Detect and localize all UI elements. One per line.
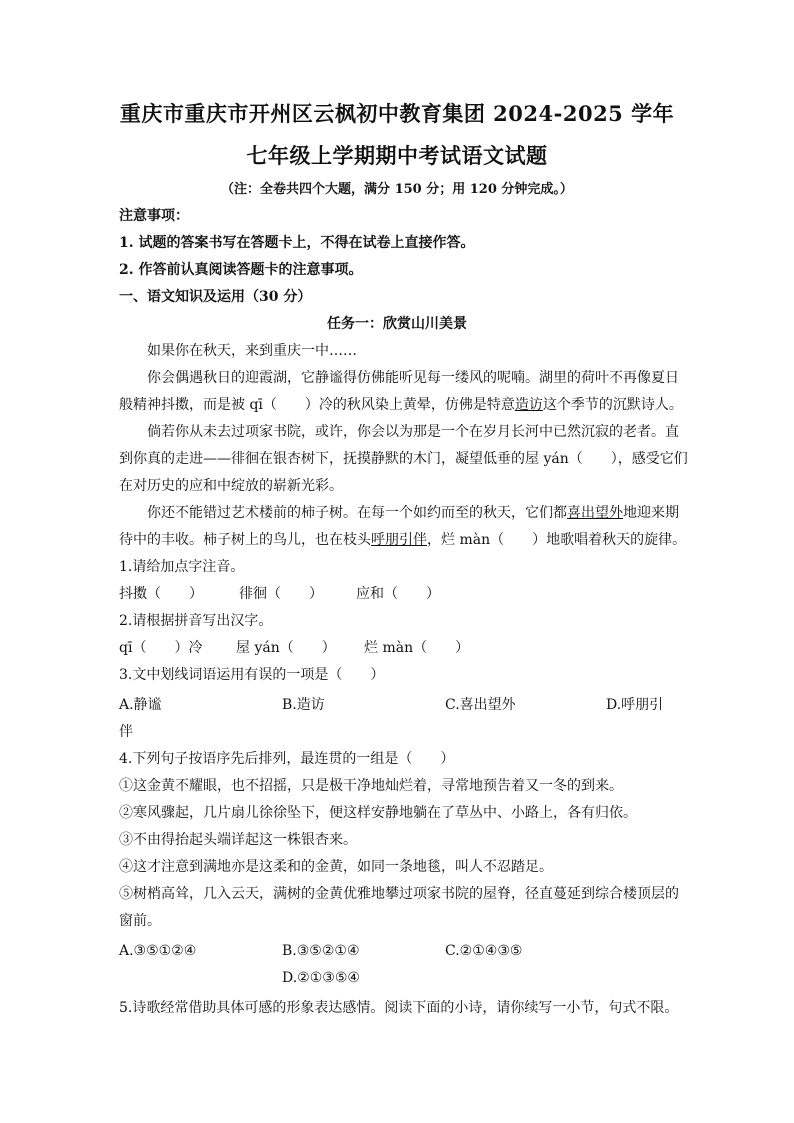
passage-p3-line1: 倘若你从未去过项家书院，或许，你会以为那是一个在岁月长河中已然沉寂的老者。直	[147, 424, 679, 440]
q4-option-a: A.③⑤①②④	[119, 943, 197, 959]
exam-title-line2: 七年级上学期期中考试语文试题	[246, 143, 548, 168]
q2-item-a: qī（ ）冷	[119, 640, 203, 656]
q3-option-c: C.喜出望外	[445, 697, 516, 713]
q3-option-d: D.呼朋引	[606, 697, 664, 713]
text-span: ，烂 màn（ ）地歌唱着秋天的旋律。	[427, 532, 687, 548]
text-span: 这个季节的沉默诗人。	[542, 397, 683, 413]
exam-title-line1: 重庆市重庆市开州区云枫初中教育集团 2024-2025 学年	[119, 101, 675, 126]
passage-p2-line2	[119, 395, 689, 415]
passage-p1: 如果你在秋天，来到重庆一中……	[147, 343, 357, 359]
q4-option-c: C.②①④③⑤	[445, 943, 523, 959]
text-span: 地迎来期	[623, 505, 679, 521]
exam-note: （注：全卷共四个大题，满分 150 分；用 120 分钟完成。）	[221, 182, 573, 197]
underlined-word: 呼朋引伴	[371, 532, 427, 548]
question-1: 1.请给加点字注音。	[119, 559, 245, 575]
passage-p2-line1: 你会偶遇秋日的迎霞湖，它静谧得仿佛能听见每一缕风的呢喃。湖里的荷叶不再像夏日	[147, 370, 679, 386]
passage-p4-line2	[119, 530, 689, 550]
q1-option-b: 徘徊（ ）	[239, 586, 323, 602]
q4-sentence-5: ⑤树梢高耸，几入云天，满树的金黄优雅地攀过项家书院的屋脊，径直蔓延到综合楼顶层的	[119, 886, 679, 902]
question-4: 4.下列句子按语序先后排列，最连贯的一组是（ ）	[119, 751, 455, 767]
underlined-word: 造访	[514, 397, 543, 413]
q1-option-c: 应和（ ）	[356, 586, 440, 602]
question-2: 2.请根据拼音写出汉字。	[119, 613, 273, 629]
text-span: 待中的丰收。柿子树上的鸟儿，也在枝头	[119, 532, 371, 548]
q4-sentence-1: ①这金黄不耀眼，也不招摇，只是极干净地灿烂着，寻常地预告着又一冬的到来。	[119, 778, 623, 794]
passage-p4-line1	[147, 503, 689, 523]
notice-heading: 注意事项：	[119, 208, 189, 224]
section1-heading: 一、语文知识及运用（30 分）	[119, 289, 312, 305]
passage-p3-line2: 到你真的走进——徘徊在银杏树下，抚摸静默的木门，凝望低垂的屋 yán（ ），感受它们	[119, 451, 688, 467]
q4-option-d: D.②①③⑤④	[282, 970, 360, 986]
passage-p3-line3: 在对历史的应和中绽放的崭新光彩。	[119, 478, 343, 494]
q2-item-b: 屋 yán（ ）	[236, 640, 336, 656]
q4-sentence-4: ④这才注意到满地亦是这柔和的金黄，如同一条地毯，叫人不忍踏足。	[119, 859, 553, 875]
q1-option-a: 抖擞（ ）	[119, 586, 203, 602]
notice-item-2: 2. 作答前认真阅读答题卡的注意事项。	[119, 262, 363, 278]
q4-sentence-3: ③不由得抬起头端详起这一株银杏来。	[119, 832, 357, 848]
q4-sentence-5-wrap: 窗前。	[119, 913, 161, 929]
task-heading: 任务一：欣赏山川美景	[327, 316, 467, 332]
q3-option-a: A.静谧	[119, 697, 162, 713]
q4-sentence-2: ②寒风骤起，几片扇儿徐徐坠下，便这样安静地躺在了草丛中、小路上，各有归依。	[119, 805, 637, 821]
notice-item-1: 1. 试题的答案书写在答题卡上，不得在试卷上直接作答。	[119, 235, 475, 251]
q3-option-b: B.造访	[282, 697, 325, 713]
text-span: 你还不能错过艺术楼前的柿子树。在每一个如约而至的秋天，它们都	[147, 505, 567, 521]
q3-option-d-wrap: 伴	[119, 724, 133, 740]
underlined-word: 喜出望外	[567, 505, 623, 521]
question-3: 3.文中划线词语运用有误的一项是（ ）	[119, 667, 385, 683]
text-span: 般精神抖擞，而是被 qī（ ）冷的秋风染上黄晕，仿佛是特意	[119, 397, 515, 413]
question-5: 5.诗歌经常借助具体可感的形象表达感情。阅读下面的小诗，请你续写一小节，句式不限。	[119, 1000, 679, 1016]
q2-item-c: 烂 màn（ ）	[364, 640, 470, 656]
q4-option-b: B.③⑤②①④	[282, 943, 360, 959]
